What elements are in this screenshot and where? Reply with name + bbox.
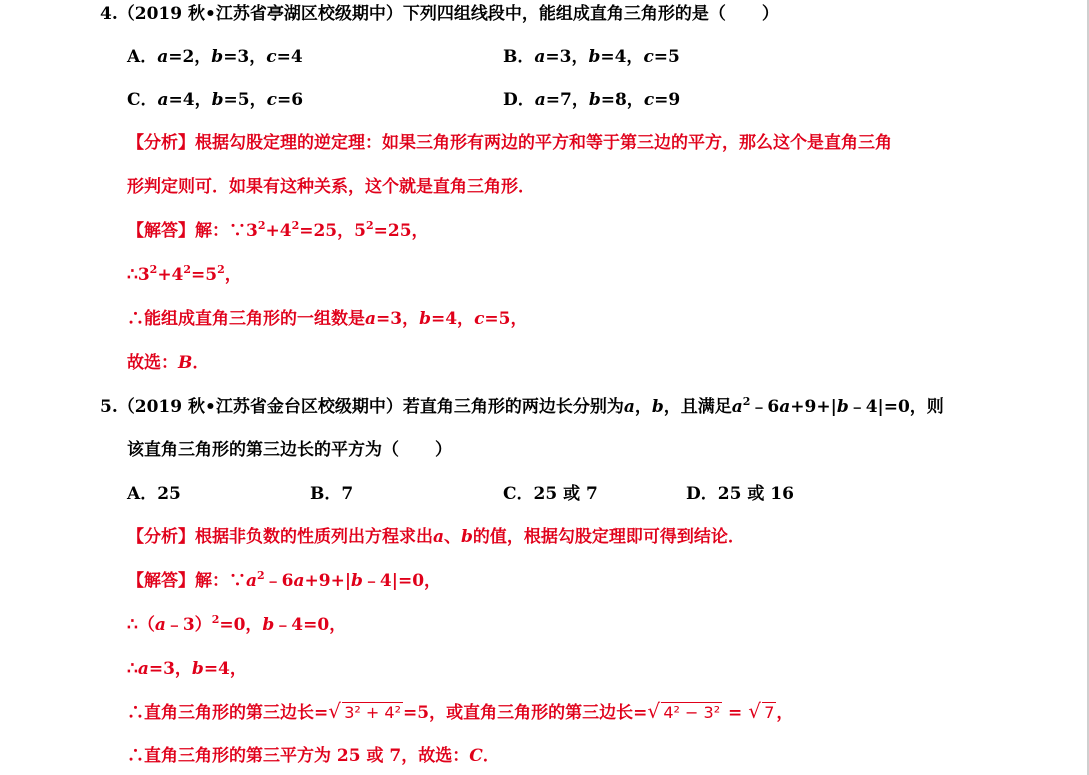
q4-answer-line3: ∴能组成直角三角形的一组数是a=3，b=4，c=5， [127,309,528,329]
q4-stem-text: 下列四组线段中，能组成直角三角形的是（ [402,4,726,24]
q5-option-c: C．25 或 7 [503,484,598,504]
q4-option-a: A．a=2，b=3，c=4 [127,47,303,67]
q5-option-b: B．7 [310,484,354,504]
q4-analysis-line1: 【分析】根据勾股定理的逆定理：如果三角形有两边的平方和等于第三边的平方，那么这个是直角三角 [127,133,892,153]
q5-analysis: 【分析】根据非负数的性质列出方程求出a、b的值，根据勾股定理即可得到结论． [127,527,745,547]
q4-answer-line2: $\therefore 3^2+4^2=5^2$， [127,263,242,285]
q4-source: （2019 秋•江苏省亭湖区校级期中） [117,4,403,24]
q5-option-a: A．25 [127,484,181,504]
q5-option-d: D．25 或 16 [686,484,794,504]
sqrt-expression-2: √ 4² − 3² [647,699,721,723]
sqrt-expression-1: √ 3² + 4² [328,699,402,723]
q5-answer-line2: ∴（a﹣3）$^2$=0，b﹣4=0， [127,613,347,635]
q4-option-c: C．a=4，b=5，c=6 [127,90,304,110]
q4-option-b: B．a=3，b=4，c=5 [503,47,680,67]
q5-answer-line3: ∴a=3，b=4， [127,659,247,679]
q4-analysis-line2: 形判定则可．如果有这种关系，这个就是直角三角形． [127,177,535,197]
q5-source: （2019 秋•江苏省金台区校级期中） [117,397,403,417]
q4-answer-line1: 【解答】解：$\because 3^2+4^2=25$，$5^2=25$， [127,219,429,241]
q5-stem-line2: 该直角三角形的第三边长的平方为（ ） [127,440,452,460]
q5-number: 5. [100,397,118,417]
q5-choice: ∴直角三角形的第三平方为 25 或 7，故选：C． [127,746,500,766]
q4-number: 4. [100,4,118,24]
q4-choice: 故选：B． [127,353,210,373]
q5-answer-line4: ∴直角三角形的第三边长= √ 3² + 4² =5，或直角三角形的第三边长= √ 4² − 3² = √ 7 ， [127,699,794,723]
q5-answer-line1: 【解答】解：$\because a^2﹣6a+9+|b﹣4|=0$， [127,569,442,591]
q4-stem: 4.（2019 秋•江苏省亭湖区校级期中）下列四组线段中，能组成直角三角形的是（ ） [100,4,779,24]
q5-stem-line1: 5.（2019 秋•江苏省金台区校级期中）若直角三角形的两边长分别为a，b，且满足$a^2﹣6a+9+|b﹣4|=0$，则 [100,395,944,417]
sqrt-expression-3: √ 7 [748,699,775,723]
q4-option-d: D．a=7，b=8，c=9 [503,90,681,110]
